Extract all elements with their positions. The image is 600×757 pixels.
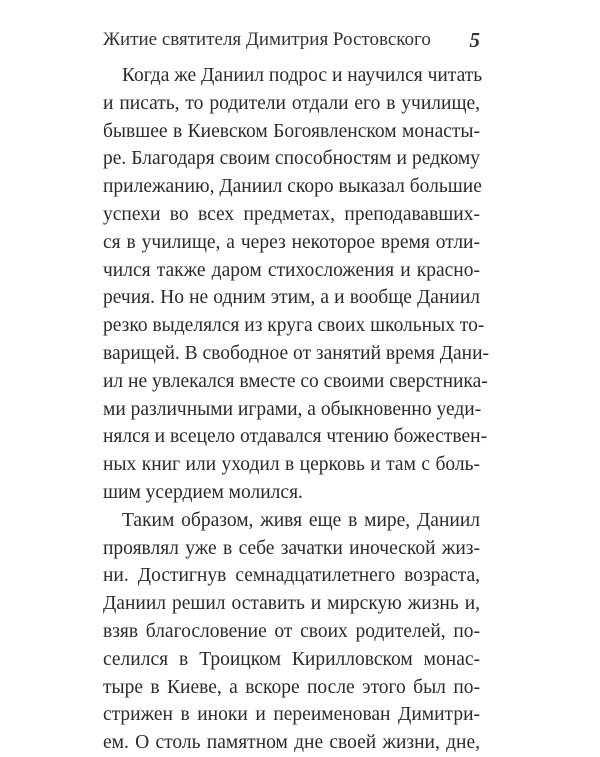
text-line: резко выделялся из круга своих школьных то- [103, 315, 485, 337]
text-line: тыре в Киеве, а вскоре после этого был по- [103, 676, 480, 698]
text-line: ил не увлекался вместе со своими сверстника- [103, 370, 488, 392]
text-line: ни. Достигнув семнадцатилетнего возраста, [103, 565, 480, 587]
page-number: 5 [469, 28, 480, 52]
text-line: ся в училище, а через некоторое время отли- [103, 231, 480, 253]
text-line: ми различными играми, а обыкновенно уеди- [103, 398, 482, 420]
text-line: речия. Но не одним этим, а и вообще Даниил [103, 287, 480, 309]
text-line: ем. О столь памятном дне своей жизни, дне, [103, 732, 480, 754]
text-line: нялся и всецело отдавался чтению божествен- [103, 426, 488, 448]
text-line: Когда же Даниил подрос и научился читать [122, 65, 483, 86]
text-line: ре. Благодаря своим способностям и редкому [103, 148, 480, 170]
text-line: Даниил решил оставить и мирскую жизнь и, [103, 593, 480, 615]
running-title: Житие святителя Димитрия Ростовского [103, 29, 431, 50]
text-line: Таким образом, живя еще в мире, Даниил [122, 509, 480, 531]
text-line: успехи во всех предметах, преподававших- [103, 203, 480, 225]
text-line: шим усердием молился. [103, 481, 303, 503]
text-line: бывшее в Киевском Богоявленском монасты- [103, 120, 480, 142]
text-line: прилежанию, Даниил скоро выказал большие [103, 176, 482, 198]
text-line: варищей. В свободное от занятий время Дани- [103, 342, 490, 364]
text-line: проявлял уже в себе зачатки иноческой жиз- [103, 537, 480, 559]
text-line: взяв благословение от своих родителей, по- [103, 620, 480, 642]
text-line: ных книг или уходил в церковь и там с боль- [103, 454, 480, 476]
text-line: стрижен в иноки и переименован Димитри- [103, 704, 480, 726]
body-text [103, 62, 490, 757]
text-line: селился в Троицком Кирилловском монас- [103, 648, 480, 670]
text-line: чился также даром стихосложения и красно- [103, 259, 480, 281]
running-header [103, 26, 480, 54]
text-line: и писать, то родители отдали его в училище, [103, 92, 480, 114]
